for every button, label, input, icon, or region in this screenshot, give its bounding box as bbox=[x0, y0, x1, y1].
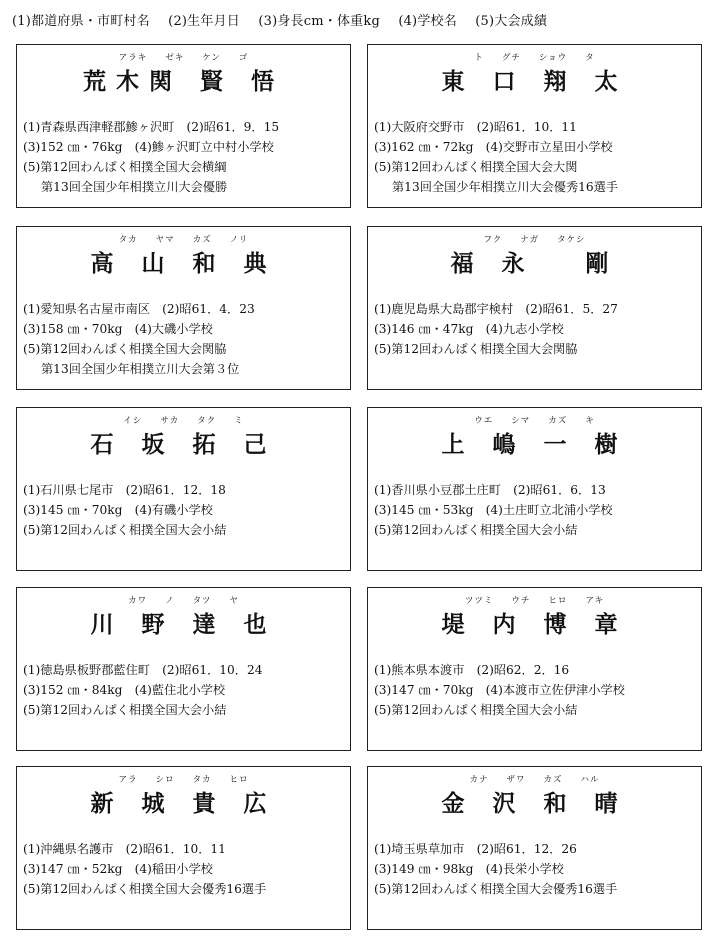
info-line: (5)第12回わんぱく相撲全国大会優秀16選手 bbox=[23, 882, 267, 896]
info-line: (1)埼玉県草加市 (2)昭61．12．26 bbox=[374, 842, 577, 856]
name-reading: カワ ノ タツ ヤ bbox=[128, 596, 239, 606]
wrestler-info bbox=[374, 660, 697, 720]
legend-item: (5)大会成績 bbox=[475, 14, 548, 29]
wrestler-card bbox=[16, 766, 351, 930]
wrestler-card bbox=[367, 587, 702, 751]
info-line: (5)第12回わんぱく相撲全国大会関脇 bbox=[374, 342, 578, 356]
info-line: (1)沖縄県名護市 (2)昭61．10．11 bbox=[23, 842, 226, 856]
legend-item: (3)身長cm・体重kg bbox=[258, 14, 380, 29]
info-line: (3)152 ㎝・76kg (4)鯵ヶ沢町立中村小学校 bbox=[23, 140, 274, 154]
legend-item: (4)学校名 bbox=[398, 14, 457, 29]
wrestler-card bbox=[16, 407, 351, 571]
info-line: (3)149 ㎝・98kg (4)長栄小学校 bbox=[374, 862, 564, 876]
name-reading: フク ナガ タケシ bbox=[483, 235, 586, 245]
wrestler-info bbox=[374, 117, 697, 197]
info-line: (5)第12回わんぱく相撲全国大会優秀16選手 bbox=[374, 882, 618, 896]
info-line: (1)愛知県名古屋市南区 (2)昭61．4．23 bbox=[23, 302, 255, 316]
wrestler-name: 堤 内 博 章 bbox=[441, 611, 628, 638]
info-line: (1)熊本県本渡市 (2)昭62．2．16 bbox=[374, 663, 570, 677]
info-line: (1)石川県七尾市 (2)昭61．12．18 bbox=[23, 483, 226, 497]
legend-item: (1)都道府県・市町村名 bbox=[12, 14, 150, 29]
wrestler-card bbox=[16, 44, 351, 208]
wrestler-name: 金 沢 和 晴 bbox=[441, 790, 628, 817]
wrestler-card bbox=[367, 44, 702, 208]
info-line: (5)第12回わんぱく相撲全国大会関脇 bbox=[23, 342, 227, 356]
wrestler-info bbox=[23, 480, 346, 540]
wrestler-info bbox=[374, 839, 697, 899]
wrestler-card bbox=[367, 226, 702, 390]
wrestler-name: 新 城 貴 広 bbox=[90, 790, 277, 817]
info-line: (3)152 ㎝・84kg (4)藍住北小学校 bbox=[23, 683, 226, 697]
wrestler-info bbox=[23, 299, 346, 379]
info-line: (3)158 ㎝・70kg (4)大磯小学校 bbox=[23, 322, 213, 336]
wrestler-name: 東 口 翔 太 bbox=[441, 68, 628, 95]
wrestler-card bbox=[367, 766, 702, 930]
name-reading: カナ ザワ カズ ハル bbox=[469, 775, 600, 785]
wrestler-info bbox=[23, 117, 346, 197]
wrestler-info bbox=[23, 660, 346, 720]
legend-item: (2)生年月日 bbox=[168, 14, 240, 29]
wrestler-card bbox=[16, 587, 351, 751]
info-line: (3)147 ㎝・52kg (4)稲田小学校 bbox=[23, 862, 213, 876]
info-line: (1)香川県小豆郡土庄町 (2)昭61．6．13 bbox=[374, 483, 606, 497]
info-line: (1)大阪府交野市 (2)昭61．10．11 bbox=[374, 120, 577, 134]
info-line: (3)147 ㎝・70kg (4)本渡市立佐伊津小学校 bbox=[374, 683, 625, 697]
wrestler-info bbox=[23, 839, 346, 899]
field-legend bbox=[12, 10, 712, 29]
info-line: (3)145 ㎝・53kg (4)土庄町立北浦小学校 bbox=[374, 503, 613, 517]
info-line: (1)青森県西津軽郡鯵ヶ沢町 (2)昭61．9．15 bbox=[23, 120, 280, 134]
wrestler-info bbox=[374, 480, 697, 540]
info-line: (3)146 ㎝・47kg (4)九志小学校 bbox=[374, 322, 564, 336]
name-reading: アラキ ゼキ ケン ゴ bbox=[118, 53, 249, 63]
wrestler-name: 高 山 和 典 bbox=[90, 250, 277, 277]
wrestler-name: 上 嶋 一 樹 bbox=[441, 431, 628, 458]
name-reading: ト グチ ショウ タ bbox=[474, 53, 595, 63]
wrestler-card bbox=[16, 226, 351, 390]
wrestler-name: 石 坂 拓 己 bbox=[90, 431, 277, 458]
info-line: (3)145 ㎝・70kg (4)有磯小学校 bbox=[23, 503, 213, 517]
name-reading: イシ サカ タク ミ bbox=[123, 416, 244, 426]
info-line: (5)第12回わんぱく相撲全国大会小結 bbox=[23, 523, 227, 537]
info-line: (5)第12回わんぱく相撲全国大会横綱 bbox=[23, 160, 227, 174]
info-line: (5)第12回わんぱく相撲全国大会小結 bbox=[23, 703, 227, 717]
info-line: (1)徳島県板野郡藍住町 (2)昭61．10．24 bbox=[23, 663, 263, 677]
info-line: (1)鹿児島県大島郡宇検村 (2)昭61．5．27 bbox=[374, 302, 618, 316]
info-line: 第13回全国少年相撲立川大会第３位 bbox=[41, 362, 240, 376]
info-line: 第13回全国少年相撲立川大会優秀16選手 bbox=[392, 180, 619, 194]
wrestler-name: 荒木関 賢 悟 bbox=[82, 68, 284, 95]
name-reading: ツツミ ウチ ヒロ アキ bbox=[464, 596, 605, 606]
wrestler-info bbox=[374, 299, 697, 359]
name-reading: アラ シロ タカ ヒロ bbox=[118, 775, 249, 785]
info-line: (5)第12回わんぱく相撲全国大会大関 bbox=[374, 160, 578, 174]
info-line: 第13回全国少年相撲立川大会優勝 bbox=[41, 180, 228, 194]
name-reading: タカ ヤマ カズ ノリ bbox=[118, 235, 249, 245]
wrestler-card bbox=[367, 407, 702, 571]
wrestler-name: 福 永 剛 bbox=[450, 250, 619, 277]
wrestler-name: 川 野 達 也 bbox=[90, 611, 277, 638]
info-line: (5)第12回わんぱく相撲全国大会小結 bbox=[374, 703, 578, 717]
name-reading: ウエ シマ カズ キ bbox=[474, 416, 595, 426]
info-line: (3)162 ㎝・72kg (4)交野市立星田小学校 bbox=[374, 140, 613, 154]
info-line: (5)第12回わんぱく相撲全国大会小結 bbox=[374, 523, 578, 537]
